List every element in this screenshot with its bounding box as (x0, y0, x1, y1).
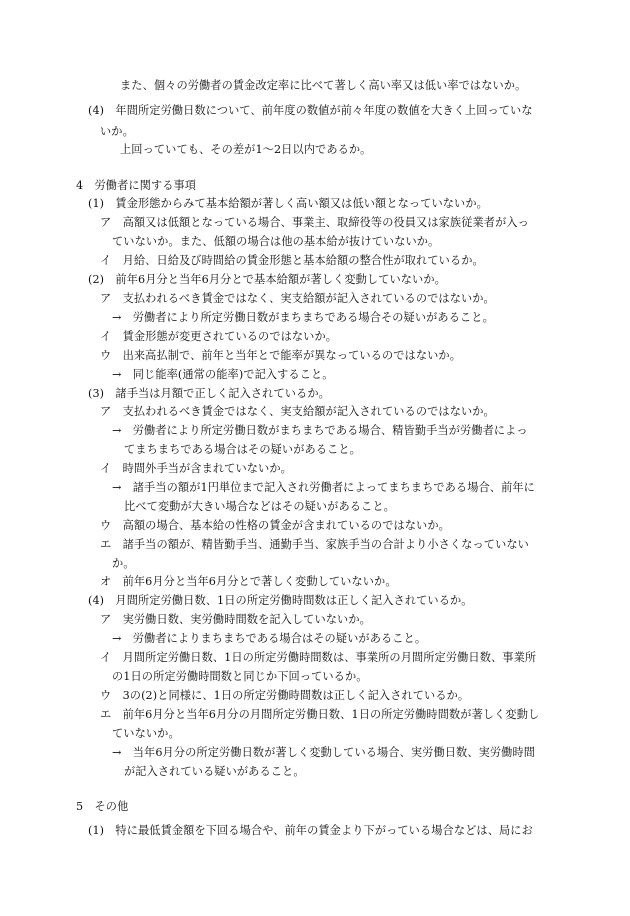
text-line: ウ 高額の場合、基本給の性格の賃金が含まれているのではないか。 (100, 519, 450, 532)
text-line: エ 諸手当の額が、精皆勤手当、通勤手当、家族手当の合計より小さくなっていない (100, 538, 529, 551)
text-line: → 当年6月分の所定労働日数が著しく変動している場合、実労働日数、実労働時間 (112, 746, 536, 759)
text-line: ア 支払われるべき賃金ではなく、実支給額が記入されているのではないか。 (100, 292, 495, 305)
text-line: か。 (112, 557, 135, 570)
text-line: ていないか。 (112, 727, 180, 740)
text-line: ア 高額又は低額となっている場合、事業主、取締役等の役員又は家族従業者が入っ (100, 216, 529, 229)
text-line: ウ 出来高払制で、前年と当年とで能率が異なっているのではないか。 (100, 349, 461, 362)
text-line: イ 月給、日給及び時間給の賃金形態と基本給額の整合性が取れているか。 (100, 254, 484, 267)
text-line: ウ 3の(2)と同様に、1日の所定労働時間数は正しく記入されているか。 (100, 689, 470, 702)
text-line: ていないか。また、低額の場合は他の基本給が抜けていないか。 (112, 235, 440, 248)
text-line: (4) 月間所定労働日数、1日の所定労働時間数は正しく記入されているか。 (88, 594, 473, 607)
text-line: の1日の所定労働時間数と同じか下回っているか。 (112, 670, 368, 683)
text-line: (1) 特に最低賃金額を下回る場合や、前年の賃金より下がっている場合などは、局にお (88, 824, 533, 837)
text-line: ア 実労働日数、実労働時間数を記入していないか。 (100, 613, 371, 626)
text-line: オ 前年6月分と当年6月分とで著しく変動していないか。 (100, 575, 397, 588)
text-line: → 労働者により所定労働日数がまちまちである場合、精皆勤手当が労働者によっ (112, 424, 528, 437)
text-line: 比べて変動が大きい場合などはその疑いがあること。 (124, 500, 395, 513)
section-heading: 5 その他 (76, 800, 129, 813)
text-line: 上回っていても、その差が1～2日以内であるか。 (120, 143, 372, 156)
text-line: エ 前年6月分と当年6月分の月間所定労働日数、1日の所定労働時間数が著しく変動し (100, 708, 540, 721)
text-line: (2) 前年6月分と当年6月分とで基本給額が著しく変動していないか。 (88, 273, 446, 286)
text-line: (1) 賃金形態からみて基本給額が著しく高い額又は低い額となっていないか。 (88, 197, 488, 210)
text-line: また、個々の労働者の賃金改定率に比べて著しく高い率又は低い率ではないか。 (120, 79, 527, 92)
section-heading: 4 労働者に関する事項 (76, 179, 197, 192)
text-line: イ 月間所定労働日数、1日の所定労働時間数は、事業所の月間所定労働日数、事業所 (100, 651, 537, 664)
text-line: イ 賃金形態が変更されているのではないか。 (100, 330, 338, 343)
text-line: ア 支払われるべき賃金ではなく、実支給額が記入されているのではないか。 (100, 405, 495, 418)
text-line: が記入されている疑いがあること。 (124, 765, 305, 778)
text-line: いか。 (100, 125, 134, 138)
text-line: → 同じ能率(通常の能率)で記入すること。 (112, 368, 334, 381)
text-line: (3) 諸手当は月額で正しく記入されているか。 (88, 387, 330, 400)
text-line: → 諸手当の額が1円単位まで記入され労働者によってまちまちである場合、前年に (112, 481, 535, 494)
text-line: てまちまちである場合はその疑いがあること。 (124, 443, 361, 456)
text-line: → 労働者によりまちまちである場合はその疑いがあること。 (112, 632, 427, 645)
text-line: → 労働者により所定労働日数がまちまちである場合その疑いがあること。 (112, 311, 494, 324)
text-line: (4) 年間所定労働日数について、前年度の数値が前々年度の数値を大きく上回っていな (88, 104, 533, 117)
text-line: イ 時間外手当が含まれていないか。 (100, 462, 292, 475)
